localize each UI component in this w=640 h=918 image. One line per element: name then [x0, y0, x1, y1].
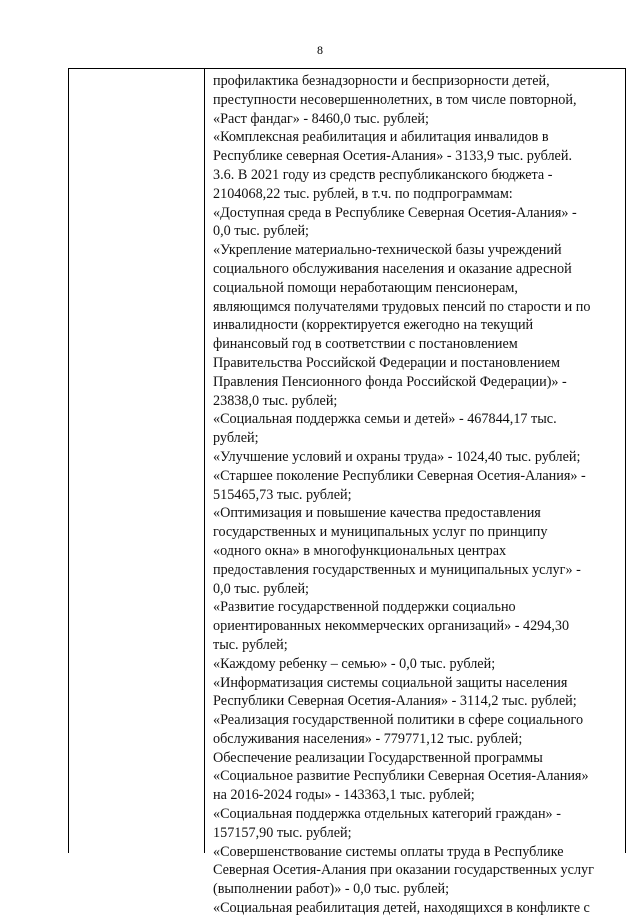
- text-line: предоставления государственных и муниципальных услуг» -: [213, 561, 581, 578]
- program-funding-text: [205, 69, 625, 918]
- text-line: преступности несовершеннолетних, в том числе повторной,: [213, 91, 577, 108]
- text-line: государственных и муниципальных услуг по принципу: [213, 524, 548, 541]
- text-line: «одного окна» в многофункциональных центрах: [213, 542, 507, 559]
- table-left-cell: [69, 69, 205, 853]
- text-line: «Оптимизация и повышение качества предоставления: [213, 505, 541, 522]
- text-line: 157157,90 тыс. рублей;: [213, 824, 352, 841]
- document-table: [68, 68, 626, 917]
- text-line: ориентированных некоммерческих организаций» - 4294,30: [213, 618, 570, 635]
- text-line: «Социальная поддержка отдельных категорий граждан» -: [213, 806, 561, 823]
- page-number: 8: [317, 43, 323, 57]
- text-line: Республике северная Осетия-Алания» - 3133,9 тыс. рублей.: [213, 148, 572, 165]
- text-line: Обеспечение реализации Государственной программы: [213, 749, 543, 766]
- text-line: финансовый год в соответствии с постановлением: [213, 336, 518, 353]
- text-line: Республики Северная Осетия-Алания» - 3114,2 тыс. рублей;: [213, 693, 577, 710]
- text-line: «Совершенствование системы оплаты труда в Республике: [213, 843, 564, 860]
- text-line: «Реализация государственной политики в сфере социального: [213, 712, 584, 729]
- text-line: «Информатизация системы социальной защиты населения: [213, 674, 568, 691]
- text-line: Правления Пенсионного фонда Российской Федерации)» -: [213, 373, 567, 390]
- text-line: «Социальная реабилитация детей, находящихся в конфликте с: [213, 900, 590, 917]
- text-line: профилактика безнадзорности и беспризорности детей,: [213, 73, 550, 89]
- text-line: (выполнении работ)» - 0,0 тыс. рублей;: [213, 881, 450, 898]
- text-line: 3.6. В 2021 году из средств республиканского бюджета -: [213, 166, 553, 183]
- text-line: «Социальная поддержка семьи и детей» - 467844,17 тыс.: [213, 411, 557, 428]
- table-right-cell: [205, 69, 625, 917]
- text-line: «Комплексная реабилитация и абилитация инвалидов в: [213, 129, 549, 146]
- text-line: тыс. рублей;: [213, 636, 288, 653]
- text-line: «Развитие государственной поддержки социально: [213, 599, 516, 616]
- text-line: являющимся получателями трудовых пенсий по старости и по: [213, 298, 591, 315]
- text-line: 23838,0 тыс. рублей;: [213, 392, 338, 409]
- text-line: на 2016-2024 годы» - 143363,1 тыс. рублей;: [213, 787, 475, 804]
- text-line: «Старшее поколение Республики Северная Осетия-Алания» -: [213, 467, 586, 484]
- text-line: «Укрепление материально-технической базы учреждений: [213, 242, 562, 259]
- text-line: обслуживания населения» - 779771,12 тыс. рублей;: [213, 730, 523, 747]
- text-line: «Доступная среда в Республике Северная Осетия-Алания» -: [213, 204, 577, 221]
- text-line: 2104068,22 тыс. рублей, в т.ч. по подпрограммам:: [213, 185, 513, 202]
- text-line: Северная Осетия-Алания при оказании государственных услуг: [213, 862, 594, 879]
- text-line: Правительства Российской Федерации и постановлением: [213, 354, 561, 371]
- text-line: социальной помощи неработающим пенсионерам,: [213, 279, 518, 296]
- text-line: «Социальное развитие Республики Северная Осетия-Алания»: [213, 768, 589, 785]
- text-line: рублей;: [213, 430, 259, 447]
- text-line: 515465,73 тыс. рублей;: [213, 486, 352, 503]
- text-line: «Каждому ребенку – семью» - 0,0 тыс. рублей;: [213, 655, 496, 672]
- text-line: «Раст фандаг» - 8460,0 тыс. рублей;: [213, 110, 429, 127]
- text-line: «Улучшение условий и охраны труда» - 1024,40 тыс. рублей;: [213, 448, 581, 465]
- text-line: инвалидности (корректируется ежегодно на текущий: [213, 317, 534, 334]
- text-line: социального обслуживания населения и оказание адресной: [213, 260, 572, 277]
- text-line: 0,0 тыс. рублей;: [213, 580, 309, 597]
- text-line: 0,0 тыс. рублей;: [213, 223, 309, 240]
